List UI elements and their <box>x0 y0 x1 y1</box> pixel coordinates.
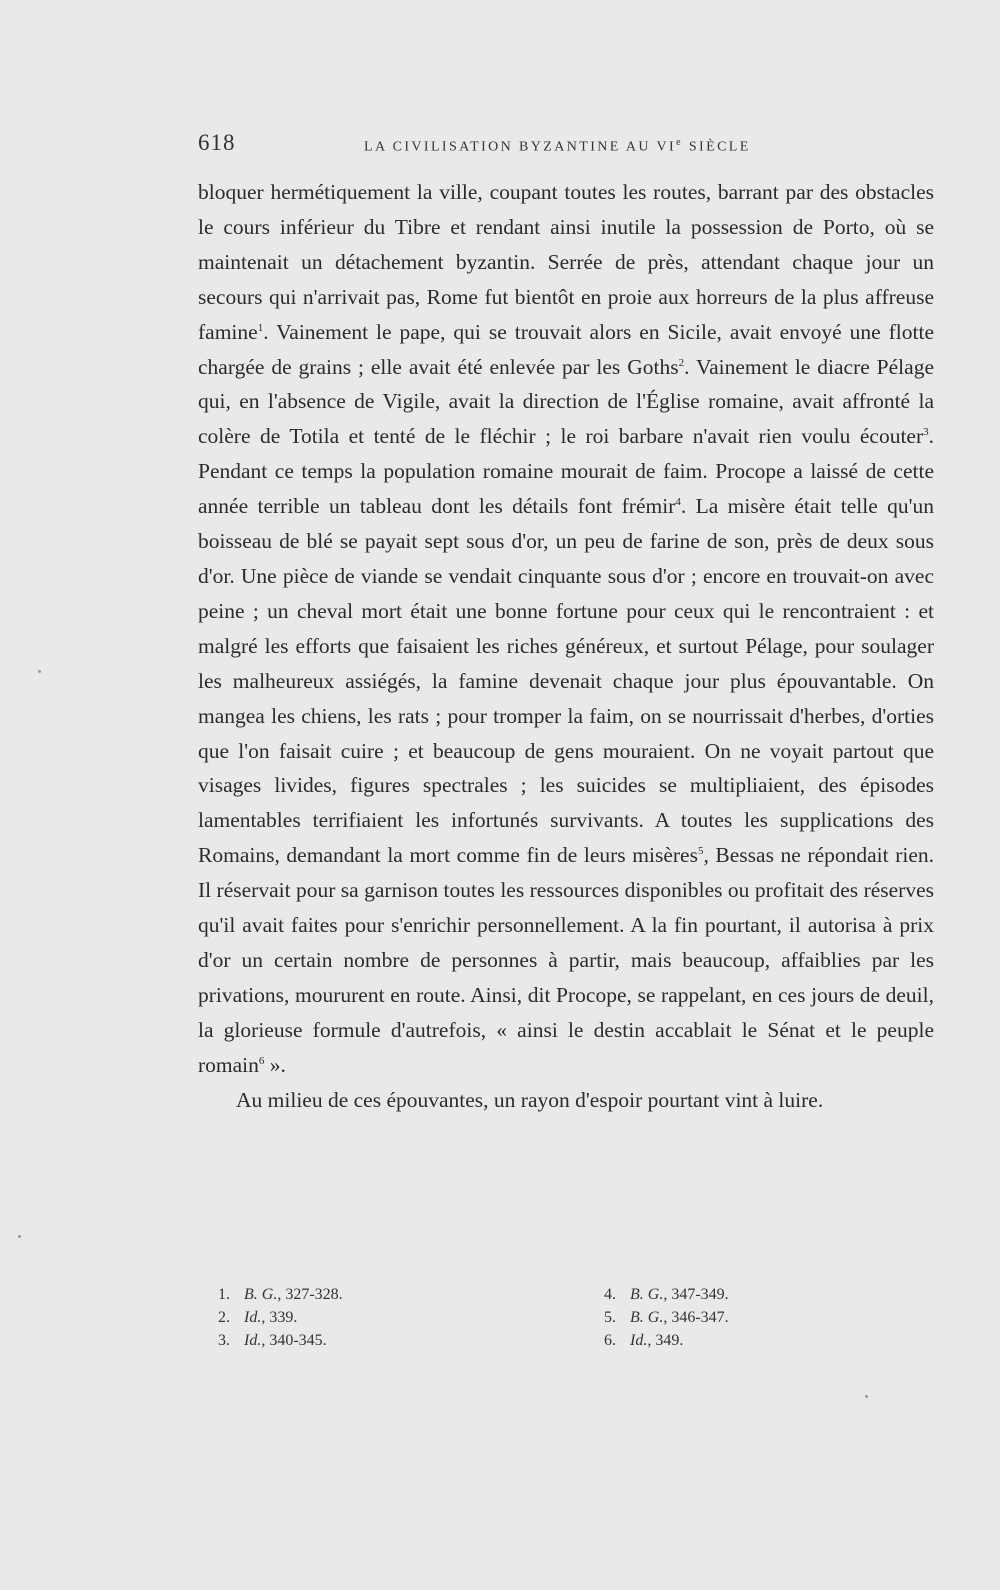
running-head-superscript: e <box>676 137 683 148</box>
text-run: bloquer hermétiquement la ville, coupant toutes les routes, barrant par des obstacles le cours inférieur du Tibre et rendant ainsi inutile la possession de Porto, où se maintenait un détachement byzantin. Serrée de près, attendant chaque jour un secours qui n'arrivait pas, Rome fut bientôt en proie aux horreurs de la plus affreuse famine <box>198 180 934 344</box>
text-run: . Pendant ce temps la population romaine mourait de faim. Procope a laissé de cette année terrible un tableau dont les détails font frémir <box>198 424 934 519</box>
text-run: ». <box>264 1052 286 1077</box>
text-run: . Vainement le pape, qui se trouvait alors en Sicile, avait envoyé une flotte chargée de grains ; elle avait été enlevée par les Goths <box>198 319 934 379</box>
running-head-text: LA CIVILISATION BYZANTINE AU VI <box>364 139 677 155</box>
footnote-source: B. G. <box>244 1286 278 1303</box>
footnote <box>218 1329 438 1352</box>
footnote-ref: , 339. <box>261 1309 298 1326</box>
paper-speck <box>38 670 41 673</box>
footnote-ref: , 340-345. <box>261 1332 327 1349</box>
footnote-number: 2. <box>218 1309 230 1326</box>
footnote-source: B. G. <box>630 1309 664 1326</box>
text-run: , Bessas ne répondait rien. Il réservait pour sa garnison toutes les ressources disponibles ou profitait des réserves qu'il avait faites pour s'enrichir personnellement. A la fin pourtant, il autorisa à prix d'or un certain nombre de personnes à partir, mais beaucoup, affaiblies par les privations, moururent en route. Ainsi, dit Procope, se rappelant, en ces jours de deuil, la glorieuse formule d'autrefois, « ainsi le destin accablait le Sénat et le peuple romain <box>198 843 934 1077</box>
body-text <box>198 175 934 1117</box>
footnote-ref: , 349. <box>647 1332 684 1349</box>
footnotes-column-right <box>604 1283 824 1352</box>
footnote-ref-4[interactable]: 4 <box>675 496 681 509</box>
footnote-ref-3[interactable]: 3 <box>923 426 929 439</box>
footnote-source: Id. <box>244 1309 262 1326</box>
footnote <box>218 1283 438 1306</box>
footnote-ref-6[interactable]: 6 <box>258 1054 265 1067</box>
footnote-ref: , 327-328. <box>277 1286 343 1303</box>
footnote-number: 5. <box>604 1309 616 1326</box>
footnote <box>604 1306 824 1329</box>
footnote-number: 4. <box>604 1286 616 1303</box>
paper-speck <box>865 1395 868 1398</box>
footnote <box>218 1306 438 1329</box>
footnote-source: Id. <box>630 1332 648 1349</box>
footnote-source: Id. <box>244 1332 262 1349</box>
footnote-ref: , 347-349. <box>663 1286 729 1303</box>
paper-speck <box>18 1235 21 1238</box>
paragraph-2: Au milieu de ces épouvantes, un rayon d'espoir pourtant vint à luire. <box>236 1087 824 1112</box>
text-run: . La misère était telle qu'un boisseau de blé se payait sept sous d'or, un peu de farine de son, près de deux sous d'or. Une pièce de viande se vendait cinquante sous d'or ; encore en trouvait-on avec peine ; un cheval mort était une bonne fortune pour ceux qui le rencontraient : et malgré les efforts que faisaient les riches généreux, et surtout Pélage, pour soulager les malheureux assiégés, la famine devenait chaque jour plus épouvantable. On mangea les chiens, les rats ; pour tromper la faim, on se nourrissait d'herbes, d'orties que l'on faisait cuire ; et beaucoup de gens mouraient. On ne voyait partout que visages livides, figures spectrales ; les suicides se multipliaient, des épisodes lamentables terrifiaient les infortunés survivants. A toutes les supplications des Romains, demandant la mort comme fin de leurs misères <box>198 494 935 868</box>
footnote-ref-5[interactable]: 5 <box>697 845 704 858</box>
footnote-source: B. G. <box>630 1286 664 1303</box>
footnote-ref: , 346-347. <box>663 1309 729 1326</box>
text-run: . Vainement le diacre Pélage qui, en l'absence de Vigile, avait la direction de l'Église romaine, avait affronté la colère de Totila et tenté de le fléchir ; le roi barbare n'avait rien voulu écouter <box>198 354 934 449</box>
footnotes-column-left <box>218 1283 438 1352</box>
page-header <box>198 130 934 160</box>
footnote-number: 3. <box>218 1332 230 1349</box>
page-number: 618 <box>198 130 236 155</box>
running-head-tail: SIÈCLE <box>682 139 751 155</box>
footnote-ref-1[interactable]: 1 <box>257 321 264 334</box>
running-head <box>364 137 751 156</box>
footnote-ref-2[interactable]: 2 <box>678 356 685 369</box>
paragraph-1 <box>198 175 934 1083</box>
footnote-number: 6. <box>604 1332 616 1349</box>
footnote-number: 1. <box>218 1286 230 1303</box>
footnote <box>604 1329 824 1352</box>
footnote <box>604 1283 824 1306</box>
